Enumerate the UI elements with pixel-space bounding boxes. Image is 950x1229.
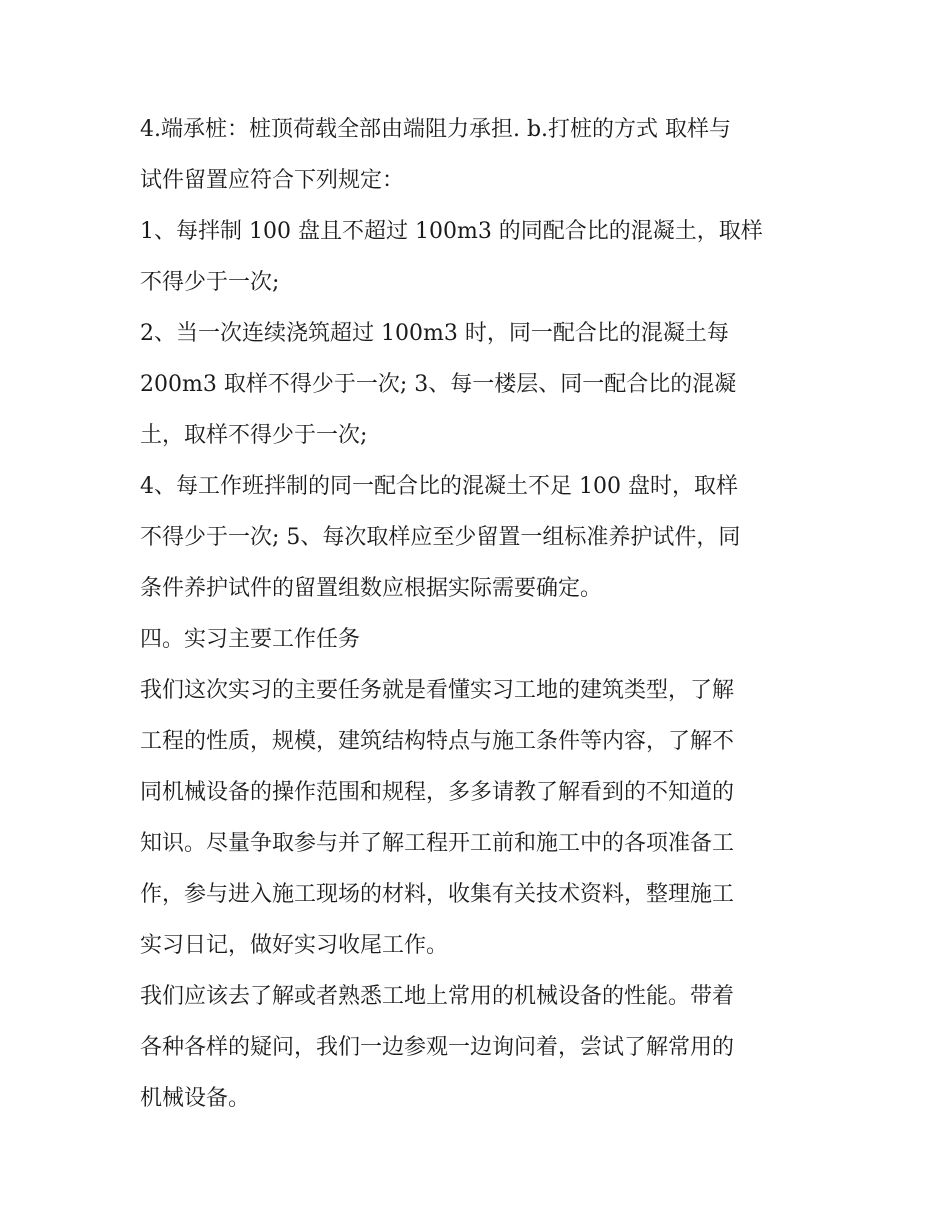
text-line: 4.端承桩：桩顶荷载全部由端阻力承担. b.打桩的方式 取样与 — [140, 117, 732, 142]
text-line: 我们应该去了解或者熟悉工地上常用的机械设备的性能。带着 — [140, 984, 735, 1009]
text-line: 作，参与进入施工现场的材料，收集有关技术资料，整理施工 — [140, 882, 735, 907]
document-body — [140, 104, 812, 1124]
paragraph-rule-1 — [140, 206, 812, 308]
text-line: 不得少于一次; — [140, 270, 280, 295]
text-line: 土，取样不得少于一次; — [140, 423, 368, 448]
text-line: 200m3 取样不得少于一次; 3、每一楼层、同一配合比的混凝 — [140, 372, 737, 397]
text-line: 1、每拌制 100 盘且不超过 100m3 的同配合比的混凝土，取样 — [140, 219, 763, 244]
text-line: 4、每工作班拌制的同一配合比的混凝土不足 100 盘时，取样 — [140, 474, 738, 499]
paragraph-main-tasks — [140, 665, 812, 971]
paragraph-end-bearing-pile — [140, 104, 812, 206]
text-line: 知识。尽量争取参与并了解工程开工前和施工中的各项准备工 — [140, 831, 735, 856]
text-line: 试件留置应符合下列规定： — [140, 168, 405, 193]
text-line: 同机械设备的操作范围和规程，多多请教了解看到的不知道的 — [140, 780, 735, 805]
paragraph-equipment — [140, 971, 812, 1124]
text-line: 机械设备。 — [140, 1086, 251, 1111]
text-line: 各种各样的疑问，我们一边参观一边询问着，尝试了解常用的 — [140, 1035, 735, 1060]
text-line: 不得少于一次; 5、每次取样应至少留置一组标准养护试件，同 — [140, 525, 741, 550]
paragraph-rule-2-3 — [140, 308, 812, 461]
heading-text: 四。实习主要工作任务 — [140, 627, 361, 652]
paragraph-rule-4-5 — [140, 461, 812, 614]
text-line: 实习日记，做好实习收尾工作。 — [140, 933, 449, 958]
text-line: 条件养护试件的留置组数应根据实际需要确定。 — [140, 576, 603, 601]
text-line: 工程的性质，规模，建筑结构特点与施工条件等内容，了解不 — [140, 729, 735, 754]
section-heading — [140, 614, 812, 665]
text-line: 我们这次实习的主要任务就是看懂实习工地的建筑类型，了解 — [140, 678, 735, 703]
text-line: 2、当一次连续浇筑超过 100m3 时，同一配合比的混凝土每 — [140, 321, 729, 346]
